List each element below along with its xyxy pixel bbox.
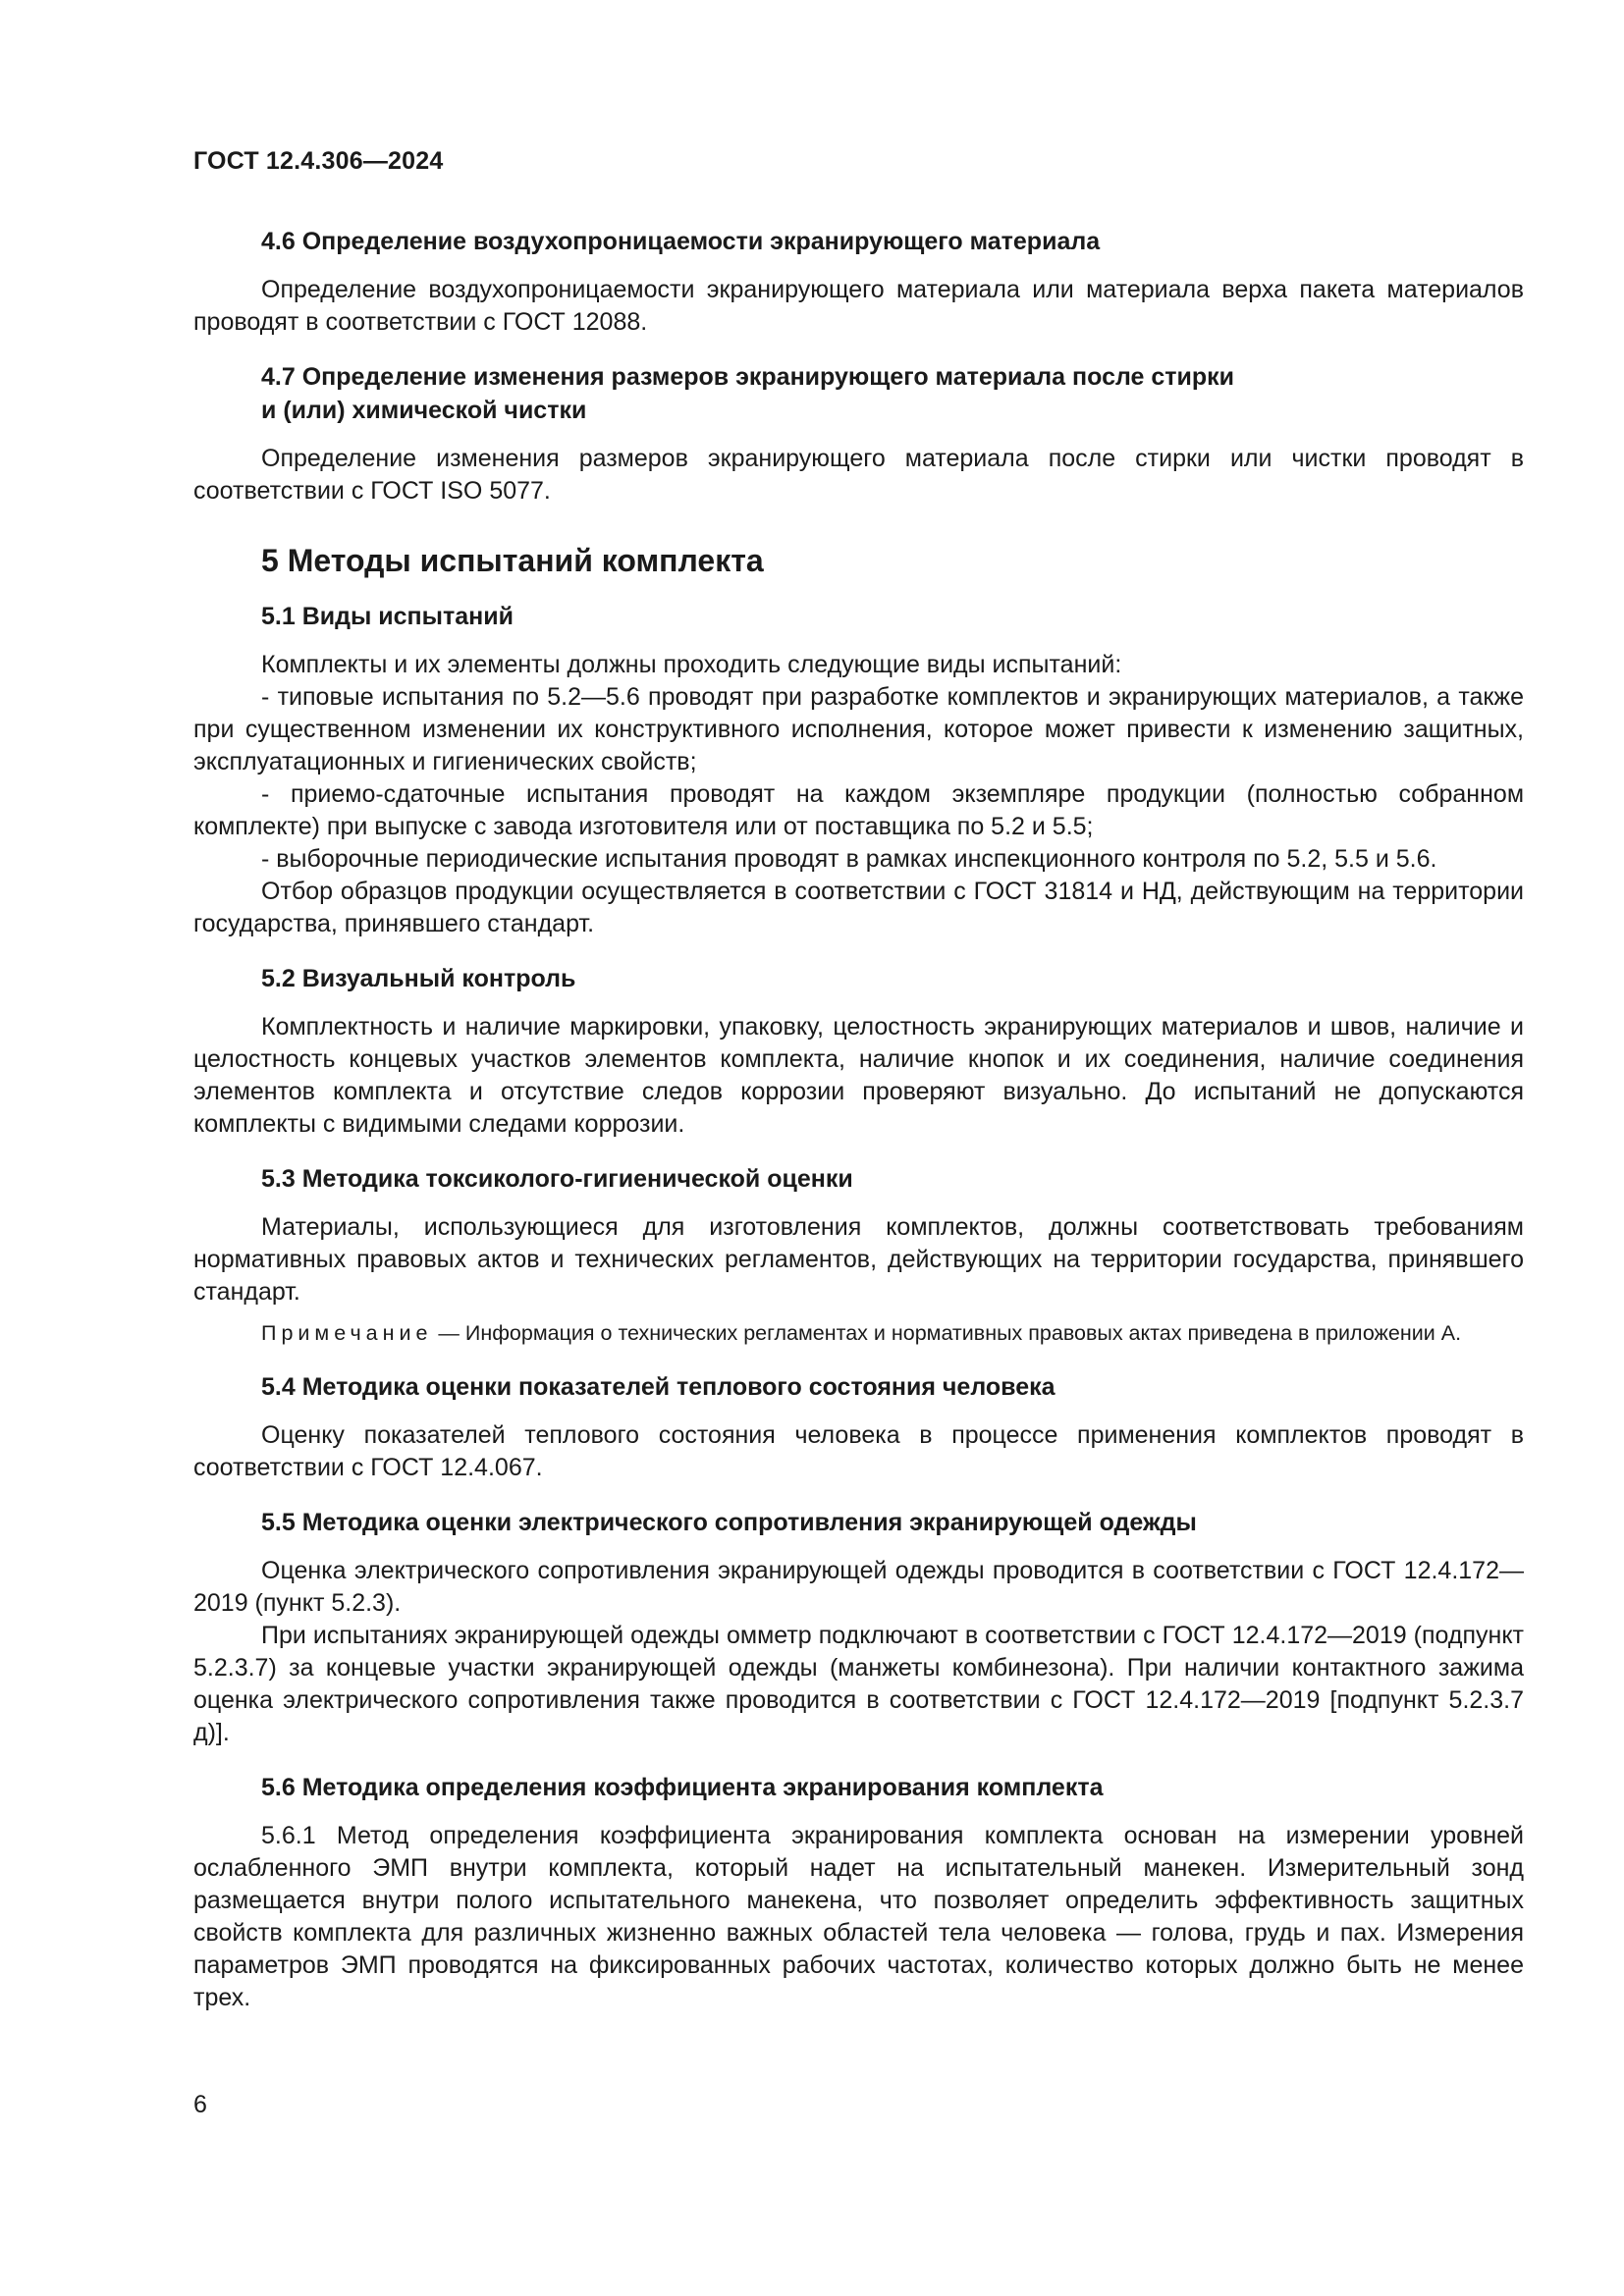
section-5-5-paragraph-2: При испытаниях экранирующей одежды омметр подключают в соответствии с ГОСТ 12.4.172—2019 (подпункт 5.2.3.7) за концевые участки экранирующей одежды (манжеты комбинезона). При наличии контактного зажима оценка электрического сопротивления также проводится в соответствии с ГОСТ 12.4.172—2019 [подпункт 5.2.3.7 д)]. [193,1622,1524,1746]
section-4-7-title [193,360,1524,427]
section-5-3-title: 5.3 Методика токсиколого-гигиенической оценки [261,1165,853,1193]
section-5-1-paragraph-4: - выборочные периодические испытания проводят в рамках инспекционного контроля по 5.2, 5.5 и 5.6. [261,845,1437,873]
section-5-1-paragraph-2: - типовые испытания по 5.2—5.6 проводят при разработке комплектов и экранирующих материалов, а также при существенном изменении их конструктивного исполнения, которое может привести к изменению защитных, эксплуатационных и гигиенических свойств; [193,683,1524,775]
section-5-5-title: 5.5 Методика оценки электрического сопротивления экранирующей одежды [261,1509,1197,1536]
document-code: ГОСТ 12.4.306—2024 [193,147,444,175]
section-5-4-paragraph: Оценку показателей теплового состояния человека в процессе применения комплектов проводят в соответствии с ГОСТ 12.4.067. [193,1421,1524,1481]
section-5-3-paragraph: Материалы, использующиеся для изготовления комплектов, должны соответствовать требованиям нормативных правовых актов и технических регламентов, действующих на территории государства, принявшего стандарт. [193,1213,1524,1306]
section-5-1-paragraph-3: - приемо-сдаточные испытания проводят на каждом экземпляре продукции (полностью собранном комплекте) при выпуске с завода изготовителя или от поставщика по 5.2 и 5.5; [193,780,1524,840]
note-label: Примечание [261,1321,433,1345]
page-number: 6 [193,2091,207,2118]
section-5-1-title: 5.1 Виды испытаний [261,603,514,630]
section-5-3-note [193,1318,1524,1349]
document-page [193,147,1524,2036]
section-5-2-paragraph: Комплектность и наличие маркировки, упаковку, целостность экранирующих материалов и швов, наличие и целостность концевых участков элементов комплекта, наличие кнопок и их соединения, наличие соединения элементов комплекта и отсутствие следов коррозии проверяют визуально. До испытаний не допускаются комплекты с видимыми следами коррозии. [193,1013,1524,1138]
section-5-5-paragraph-1: Оценка электрического сопротивления экранирующей одежды проводится в соответствии с ГОСТ 12.4.172—2019 (пункт 5.2.3). [193,1557,1524,1617]
section-4-7-title-line2: и (или) химической чистки [261,397,587,424]
section-5-2-title: 5.2 Визуальный контроль [261,965,576,992]
section-5-6-title: 5.6 Методика определения коэффициента экранирования комплекта [261,1774,1104,1801]
section-4-6-paragraph: Определение воздухопроницаемости экранирующего материала или материала верха пакета материалов проводят в соответствии с ГОСТ 12088. [193,276,1524,336]
section-5-1-paragraph-1: Комплекты и их элементы должны проходить следующие виды испытаний: [261,651,1122,678]
section-5-6-1-paragraph: 5.6.1 Метод определения коэффициента экранирования комплекта основан на измерении уровней ослабленного ЭМП внутри комплекта, который надет на испытательный манекен. Измерительный зонд размещается внутри полого испытательного манекена, что позволяет определить эффективность защитных свойств комплекта для различных жизненно важных областей тела человека — голова, грудь и пах. Измерения параметров ЭМП проводятся на фиксированных рабочих частотах, количество которых должно быть не менее трех. [193,1822,1524,2011]
section-5-1-paragraph-5: Отбор образцов продукции осуществляется в соответствии с ГОСТ 31814 и НД, действующим на территории государства, принявшего стандарт. [193,878,1524,937]
section-5-4-title: 5.4 Методика оценки показателей теплового состояния человека [261,1373,1056,1401]
section-5-title: 5 Методы испытаний комплекта [261,543,764,578]
note-text: — Информация о технических регламентах и нормативных правовых актах приведена в приложении А. [432,1321,1462,1345]
section-4-7-title-line1: 4.7 Определение изменения размеров экранирующего материала после стирки [261,363,1235,391]
section-4-7-paragraph: Определение изменения размеров экранирующего материала после стирки или чистки проводят в соответствии с ГОСТ ISO 5077. [193,445,1524,505]
section-4-6-title: 4.6 Определение воздухопроницаемости экранирующего материала [261,228,1101,255]
